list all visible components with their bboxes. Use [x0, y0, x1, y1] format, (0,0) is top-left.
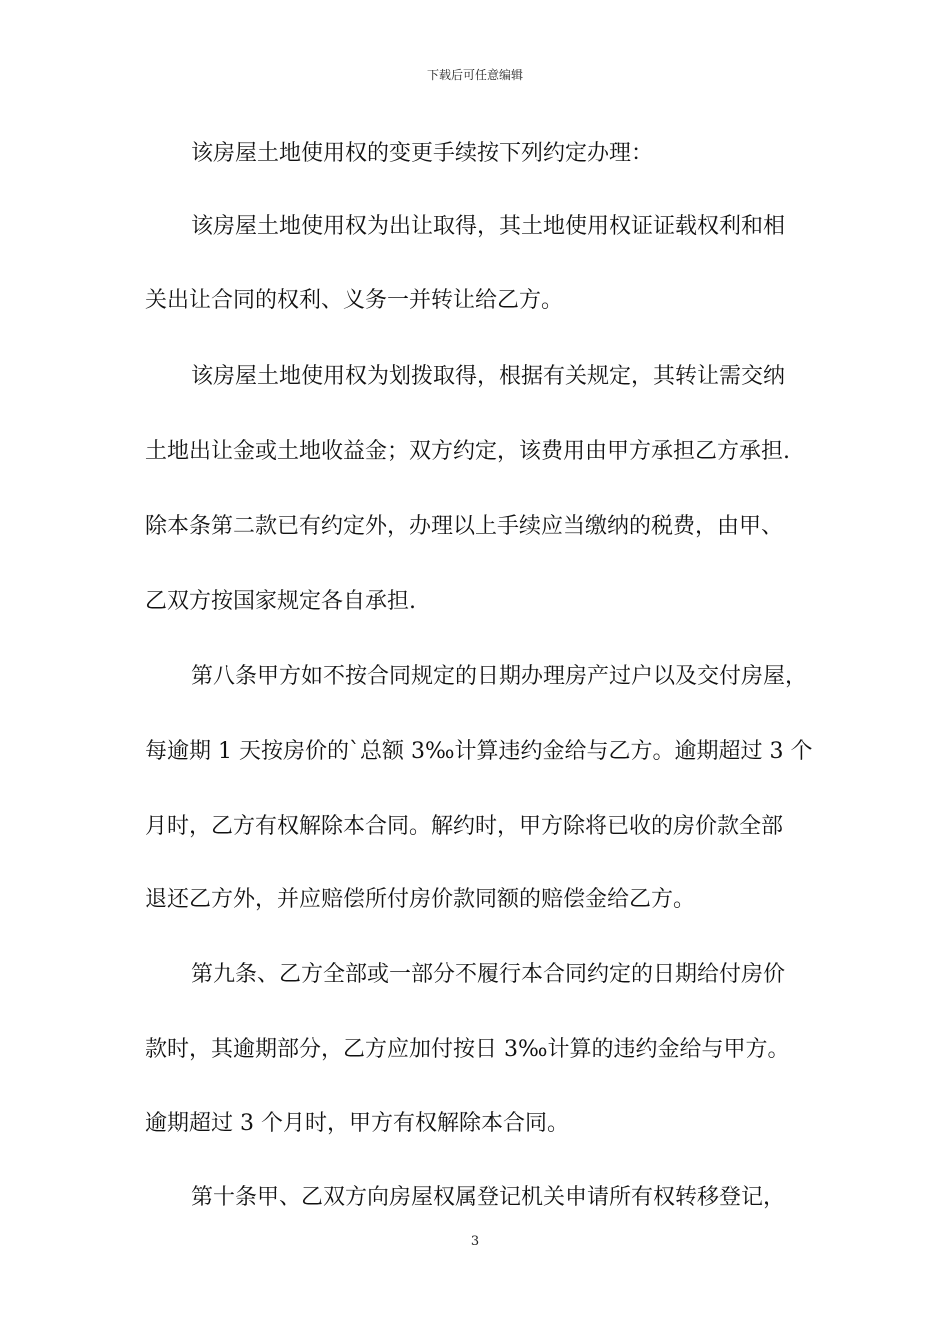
text-line-3: 关出让合同的权利、义务一并转让给乙方。	[145, 288, 564, 313]
text-line-9: 每逾期 1 天按房价的`总额 3‰计算违约金给与乙方。逾期超过 3 个	[145, 739, 813, 764]
text-line-8: 第八条甲方如不按合同规定的日期办理房产过户以及交付房屋，	[191, 664, 808, 689]
page-number: 3	[470, 1234, 480, 1249]
text-line-5: 土地出让金或土地收益金；双方约定，该费用由甲方承担乙方承担.	[145, 439, 790, 464]
text-line-2: 该房屋土地使用权为出让取得，其土地使用权证证载权利和相	[191, 214, 786, 239]
text-line-12: 第九条、乙方全部或一部分不履行本合同约定的日期给付房价	[191, 962, 786, 987]
text-line-11: 退还乙方外，并应赔偿所付房价款同额的赔偿金给乙方。	[145, 887, 696, 912]
text-line-7: 乙双方按国家规定各自承担.	[145, 589, 416, 614]
text-line-1: 该房屋土地使用权的变更手续按下列约定办理：	[191, 141, 654, 166]
text-line-14: 逾期超过 3 个月时，甲方有权解除本合同。	[145, 1111, 569, 1136]
text-line-6: 除本条第二款已有约定外，办理以上手续应当缴纳的税费，由甲、	[145, 514, 784, 539]
text-line-10: 月时，乙方有权解除本合同。解约时，甲方除将已收的房价款全部	[145, 814, 784, 839]
text-line-4: 该房屋土地使用权为划拨取得，根据有关规定，其转让需交纳	[191, 364, 786, 389]
text-line-13: 款时，其逾期部分，乙方应加付按日 3‰计算的违约金给与甲方。	[145, 1037, 790, 1062]
header-note: 下载后可任意编辑	[426, 68, 523, 82]
text-line-15: 第十条甲、乙双方向房屋权属登记机关申请所有权转移登记，	[191, 1185, 786, 1210]
